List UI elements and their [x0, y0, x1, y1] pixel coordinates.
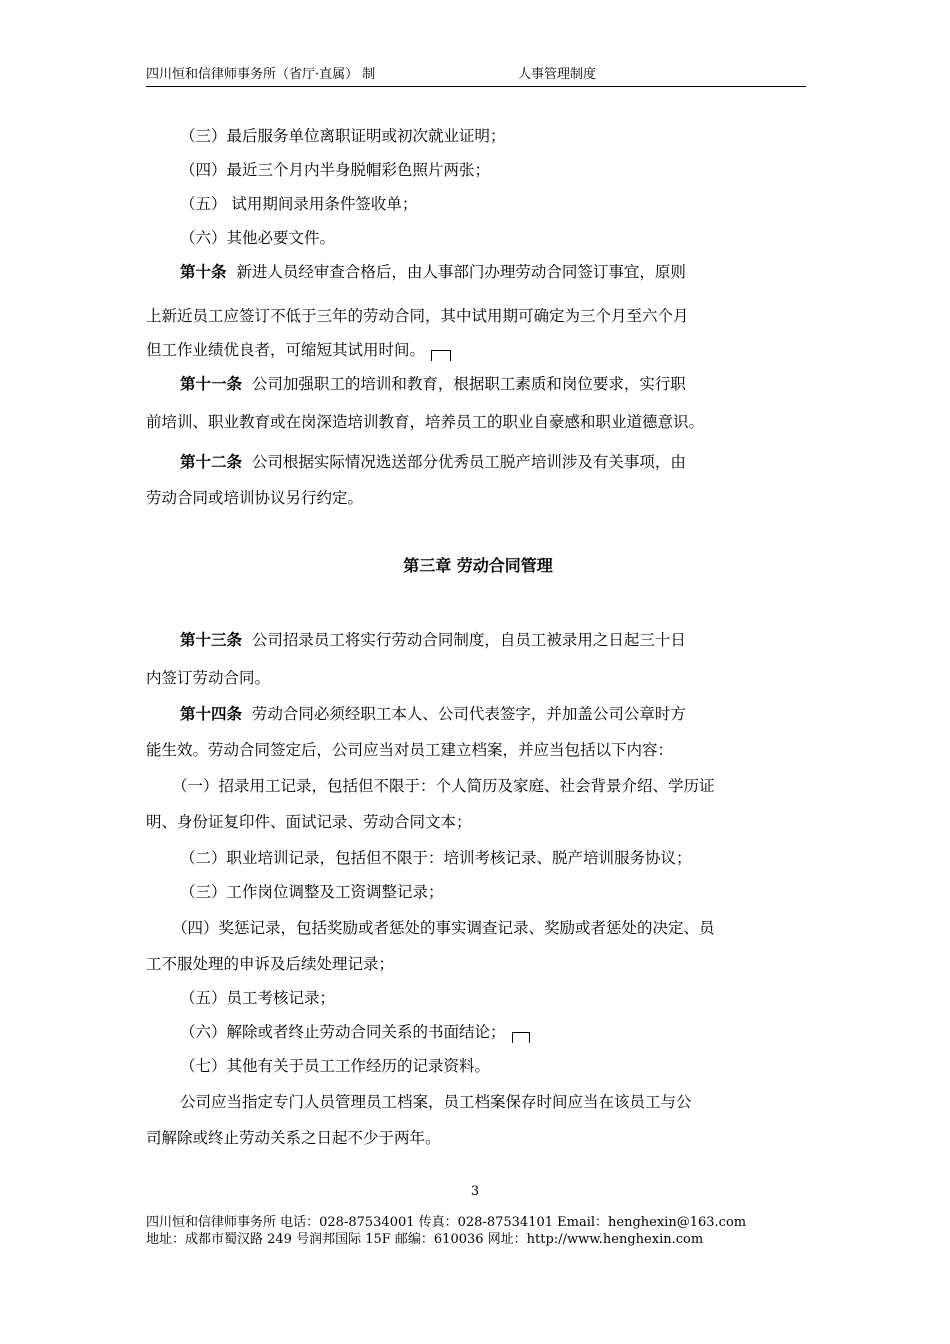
page-number: 3 — [470, 1184, 480, 1199]
article-label: 第十一条 — [180, 374, 243, 393]
article-12-line-2: 劳动合同或培训协议另行约定。 — [146, 489, 364, 507]
article-label: 第十四条 — [180, 704, 243, 723]
article-12-line-1: 第十二条 公司根据实际情况选送部分优秀员工脱产培训涉及有关事项，由 — [180, 452, 686, 471]
list-item: 明、身份证复印件、面试记录、劳动合同文本； — [146, 813, 472, 831]
article-10-line-3: 但工作业绩优良者，可缩短其试用时间。 — [146, 338, 451, 362]
article-label: 第十二条 — [180, 452, 243, 471]
footer-contact-line: 四川恒和信律师事务所 电话：028-87534001 传真：028-87534101 Email：henghexin@163.com — [146, 1215, 747, 1230]
article-13-line-2: 内签订劳动合同。 — [146, 669, 271, 687]
paragraph-mark-icon — [431, 350, 451, 361]
list-item: （五）员工考核记录； — [180, 989, 336, 1007]
closing-line-2: 司解除或终止劳动关系之日起不少于两年。 — [146, 1129, 441, 1147]
header-document-title: 人事管理制度 — [518, 67, 597, 82]
list-item: （三）工作岗位调整及工资调整记录； — [180, 883, 444, 901]
article-label: 第十三条 — [180, 630, 243, 649]
page-footer — [146, 1214, 846, 1248]
chapter-title: 第三章 劳动合同管理 — [403, 556, 553, 575]
list-item: （六）其他必要文件。 — [180, 229, 336, 247]
list-item: （五） 试用期间录用条件签收单； — [180, 195, 418, 213]
article-14-line-1: 第十四条 劳动合同必须经职工本人、公司代表签字，并加盖公司公章时方 — [180, 704, 686, 723]
paragraph-mark-icon — [512, 1032, 530, 1043]
list-item: （六）解除或者终止劳动合同关系的书面结论； — [180, 1020, 530, 1044]
article-10-line-2: 上新近员工应签订不低于三年的劳动合同，其中试用期可确定为三个月至六个月 — [146, 307, 689, 325]
list-item: 工不服处理的申诉及后续处理记录； — [146, 955, 395, 973]
article-label: 第十条 — [180, 262, 227, 281]
footer-address-line: 地址：成都市蜀汉路 249 号润邦国际 15F 邮编：610036 网址：http://www.henghexin.com — [146, 1232, 704, 1247]
article-10-line-1: 第十条 新进人员经审查合格后，由人事部门办理劳动合同签订事宜，原则 — [180, 262, 686, 281]
list-item: （四）最近三个月内半身脱帽彩色照片两张； — [180, 161, 491, 179]
list-item: （三）最后服务单位离职证明或初次就业证明； — [180, 127, 506, 145]
list-item: （四）奖惩记录，包括奖励或者惩处的事实调查记录、奖励或者惩处的决定、员 — [172, 919, 715, 937]
page-header — [146, 66, 806, 87]
list-item: （一）招录用工记录，包括但不限于：个人简历及家庭、社会背景介绍、学历证 — [172, 777, 715, 795]
list-item: （七）其他有关于员工工作经历的记录资料。 — [180, 1057, 491, 1075]
header-firm-name: 四川恒和信律师事务所（省厅·直属） 制 — [146, 67, 376, 82]
list-item: （二）职业培训记录，包括但不限于：培训考核记录、脱产培训服务协议； — [180, 849, 692, 867]
article-14-line-2: 能生效。劳动合同签定后，公司应当对员工建立档案，并应当包括以下内容： — [146, 741, 674, 759]
article-11-line-2: 前培训、职业教育或在岗深造培训教育，培养员工的职业自豪感和职业道德意识。 — [146, 413, 705, 431]
closing-line-1: 公司应当指定专门人员管理员工档案，员工档案保存时间应当在该员工与公 — [180, 1093, 692, 1111]
article-13-line-1: 第十三条 公司招录员工将实行劳动合同制度，自员工被录用之日起三十日 — [180, 630, 686, 649]
article-11-line-1: 第十一条 公司加强职工的培训和教育，根据职工素质和岗位要求，实行职 — [180, 374, 686, 393]
